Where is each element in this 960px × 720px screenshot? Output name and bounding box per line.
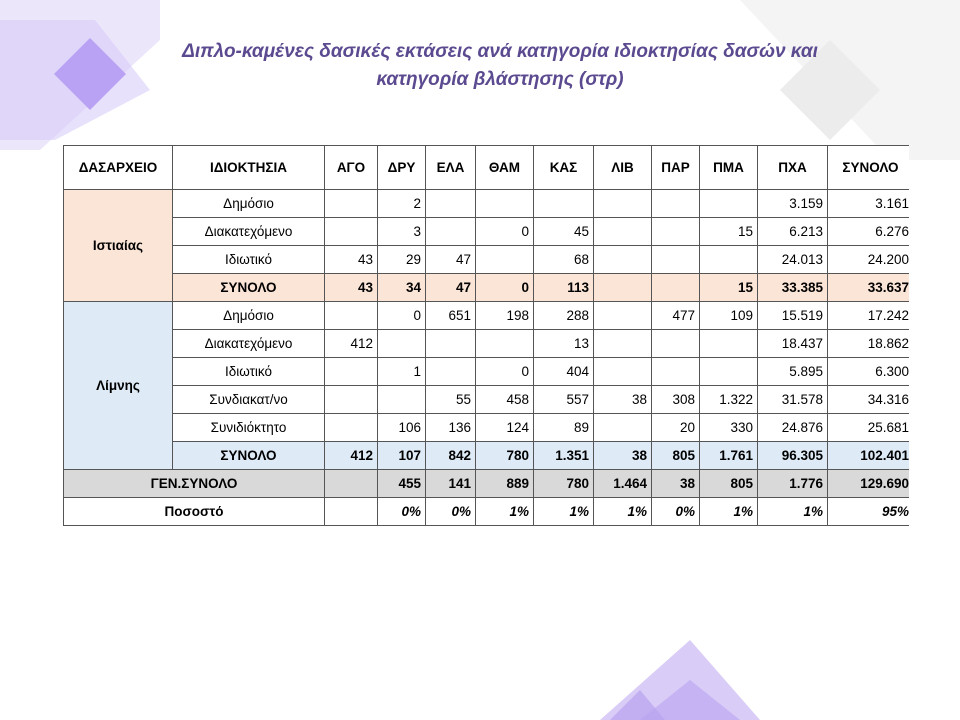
- title-line-1: Διπλο-καμένες δασικές εκτάσεις ανά κατηγορία ιδιοκτησίας δασών και: [182, 41, 818, 62]
- value-cell: [426, 218, 476, 246]
- value-cell: 20: [652, 414, 700, 442]
- total-cell: 34: [378, 274, 426, 302]
- burned-areas-table: [63, 145, 909, 526]
- table-row: [64, 330, 910, 358]
- value-cell: 109: [700, 302, 758, 330]
- total-cell: [594, 274, 652, 302]
- header-cell: ΔΑΣΑΡΧΕΙΟ: [64, 146, 173, 190]
- value-cell: 13: [534, 330, 594, 358]
- owner-cell: Διακατεχόμενο: [173, 330, 325, 358]
- value-cell: [325, 302, 378, 330]
- table-row: [64, 386, 910, 414]
- table-row: [64, 358, 910, 386]
- value-cell: [325, 190, 378, 218]
- value-cell: [652, 218, 700, 246]
- value-cell: 0: [476, 218, 534, 246]
- value-cell: 288: [534, 302, 594, 330]
- title-line-2: κατηγορία βλάστησης (στρ): [376, 69, 624, 90]
- percent-cell: 1%: [594, 498, 652, 526]
- value-cell: [325, 218, 378, 246]
- grand-total-cell: 455: [378, 470, 426, 498]
- value-cell: [652, 358, 700, 386]
- total-cell: 1.761: [700, 442, 758, 470]
- total-cell: 780: [476, 442, 534, 470]
- owner-cell: Συνιδιόκτητο: [173, 414, 325, 442]
- value-cell: 89: [534, 414, 594, 442]
- value-cell: [426, 190, 476, 218]
- value-cell: 24.876: [758, 414, 828, 442]
- total-cell: 1.351: [534, 442, 594, 470]
- value-cell: 3: [378, 218, 426, 246]
- grand-total-label: ΓΕΝ.ΣΥΝΟΛΟ: [64, 470, 325, 498]
- header-cell: ΚΑΣ: [534, 146, 594, 190]
- value-cell: 29: [378, 246, 426, 274]
- total-cell: 842: [426, 442, 476, 470]
- total-cell: 33.637: [828, 274, 910, 302]
- value-cell: [700, 190, 758, 218]
- table-row: [64, 190, 910, 218]
- owner-cell: Ιδιωτικό: [173, 246, 325, 274]
- value-cell: 6.276: [828, 218, 910, 246]
- total-cell: 38: [594, 442, 652, 470]
- value-cell: [594, 302, 652, 330]
- header-cell: ΠΑΡ: [652, 146, 700, 190]
- value-cell: [476, 246, 534, 274]
- header-cell: ΔΡΥ: [378, 146, 426, 190]
- grand-total-cell: 1.464: [594, 470, 652, 498]
- value-cell: 68: [534, 246, 594, 274]
- header-cell: ΠΜΑ: [700, 146, 758, 190]
- total-label: ΣΥΝΟΛΟ: [173, 442, 325, 470]
- value-cell: 55: [426, 386, 476, 414]
- value-cell: 1: [378, 358, 426, 386]
- grand-total-cell: 129.690: [828, 470, 910, 498]
- grand-total-cell: 141: [426, 470, 476, 498]
- value-cell: 6.213: [758, 218, 828, 246]
- grand-total-cell: 38: [652, 470, 700, 498]
- value-cell: [325, 414, 378, 442]
- total-cell: 102.401: [828, 442, 910, 470]
- value-cell: 404: [534, 358, 594, 386]
- total-cell: [652, 274, 700, 302]
- table-row: [64, 302, 910, 330]
- page-title: [120, 38, 880, 94]
- header-cell: ΣΥΝΟΛΟ: [828, 146, 910, 190]
- total-row-limni: [64, 442, 910, 470]
- burned-areas-table-wrapper: [63, 145, 909, 534]
- header-row: [64, 146, 910, 190]
- value-cell: 17.242: [828, 302, 910, 330]
- value-cell: [378, 330, 426, 358]
- header-cell: ΛΙΒ: [594, 146, 652, 190]
- value-cell: [700, 246, 758, 274]
- percent-row: [64, 498, 910, 526]
- owner-cell: Ιδιωτικό: [173, 358, 325, 386]
- value-cell: 3.159: [758, 190, 828, 218]
- total-cell: 0: [476, 274, 534, 302]
- grand-total-cell: 805: [700, 470, 758, 498]
- value-cell: 2: [378, 190, 426, 218]
- total-cell: 113: [534, 274, 594, 302]
- value-cell: 412: [325, 330, 378, 358]
- value-cell: [378, 386, 426, 414]
- value-cell: 5.895: [758, 358, 828, 386]
- percent-cell: [325, 498, 378, 526]
- value-cell: [652, 246, 700, 274]
- value-cell: [476, 330, 534, 358]
- value-cell: 0: [476, 358, 534, 386]
- grand-total-cell: [325, 470, 378, 498]
- total-cell: 43: [325, 274, 378, 302]
- value-cell: [700, 330, 758, 358]
- percent-cell: 1%: [758, 498, 828, 526]
- value-cell: 24.013: [758, 246, 828, 274]
- value-cell: [426, 358, 476, 386]
- total-cell: 96.305: [758, 442, 828, 470]
- value-cell: 330: [700, 414, 758, 442]
- value-cell: 458: [476, 386, 534, 414]
- value-cell: [325, 386, 378, 414]
- value-cell: 45: [534, 218, 594, 246]
- value-cell: [652, 330, 700, 358]
- value-cell: 47: [426, 246, 476, 274]
- grand-total-cell: 1.776: [758, 470, 828, 498]
- header-cell: ΘΑΜ: [476, 146, 534, 190]
- header-cell: ΠΧΑ: [758, 146, 828, 190]
- value-cell: [652, 190, 700, 218]
- value-cell: 557: [534, 386, 594, 414]
- value-cell: 106: [378, 414, 426, 442]
- total-cell: 412: [325, 442, 378, 470]
- value-cell: 38: [594, 386, 652, 414]
- percent-cell: 0%: [652, 498, 700, 526]
- grand-total-cell: 889: [476, 470, 534, 498]
- value-cell: 6.300: [828, 358, 910, 386]
- value-cell: 24.200: [828, 246, 910, 274]
- value-cell: 43: [325, 246, 378, 274]
- value-cell: [594, 218, 652, 246]
- value-cell: 34.316: [828, 386, 910, 414]
- value-cell: 31.578: [758, 386, 828, 414]
- owner-cell: Δημόσιο: [173, 302, 325, 330]
- value-cell: 15: [700, 218, 758, 246]
- total-cell: 47: [426, 274, 476, 302]
- group-cell-limni: Λίμνης: [64, 302, 173, 470]
- header-cell: ΙΔΙΟΚΤΗΣΙΑ: [173, 146, 325, 190]
- grand-total-cell: 780: [534, 470, 594, 498]
- value-cell: 198: [476, 302, 534, 330]
- total-cell: 805: [652, 442, 700, 470]
- owner-cell: Διακατεχόμενο: [173, 218, 325, 246]
- value-cell: 651: [426, 302, 476, 330]
- value-cell: 0: [378, 302, 426, 330]
- value-cell: 18.437: [758, 330, 828, 358]
- table-row: [64, 414, 910, 442]
- value-cell: [594, 414, 652, 442]
- value-cell: 3.161: [828, 190, 910, 218]
- percent-cell: 0%: [378, 498, 426, 526]
- table-row: [64, 218, 910, 246]
- group-cell-istiaia: Ιστιαίας: [64, 190, 173, 302]
- owner-cell: Συνδιακατ/νο: [173, 386, 325, 414]
- value-cell: [594, 246, 652, 274]
- table-row: [64, 246, 910, 274]
- value-cell: [594, 358, 652, 386]
- header-cell: ΕΛΑ: [426, 146, 476, 190]
- total-cell: 33.385: [758, 274, 828, 302]
- value-cell: [594, 330, 652, 358]
- total-row-istiaia: [64, 274, 910, 302]
- percent-cell: 1%: [476, 498, 534, 526]
- total-cell: 15: [700, 274, 758, 302]
- value-cell: 477: [652, 302, 700, 330]
- grand-total-row: [64, 470, 910, 498]
- percent-label: Ποσοστό: [64, 498, 325, 526]
- value-cell: 308: [652, 386, 700, 414]
- value-cell: 1.322: [700, 386, 758, 414]
- percent-cell: 0%: [426, 498, 476, 526]
- value-cell: 136: [426, 414, 476, 442]
- value-cell: [325, 358, 378, 386]
- percent-cell: 1%: [534, 498, 594, 526]
- total-label: ΣΥΝΟΛΟ: [173, 274, 325, 302]
- owner-cell: Δημόσιο: [173, 190, 325, 218]
- value-cell: [426, 330, 476, 358]
- value-cell: 124: [476, 414, 534, 442]
- percent-cell: 1%: [700, 498, 758, 526]
- header-cell: ΑΓΟ: [325, 146, 378, 190]
- value-cell: 15.519: [758, 302, 828, 330]
- value-cell: [534, 190, 594, 218]
- value-cell: 18.862: [828, 330, 910, 358]
- value-cell: [700, 358, 758, 386]
- total-cell: 107: [378, 442, 426, 470]
- percent-cell: 95%: [828, 498, 910, 526]
- value-cell: [476, 190, 534, 218]
- value-cell: 25.681: [828, 414, 910, 442]
- value-cell: [594, 190, 652, 218]
